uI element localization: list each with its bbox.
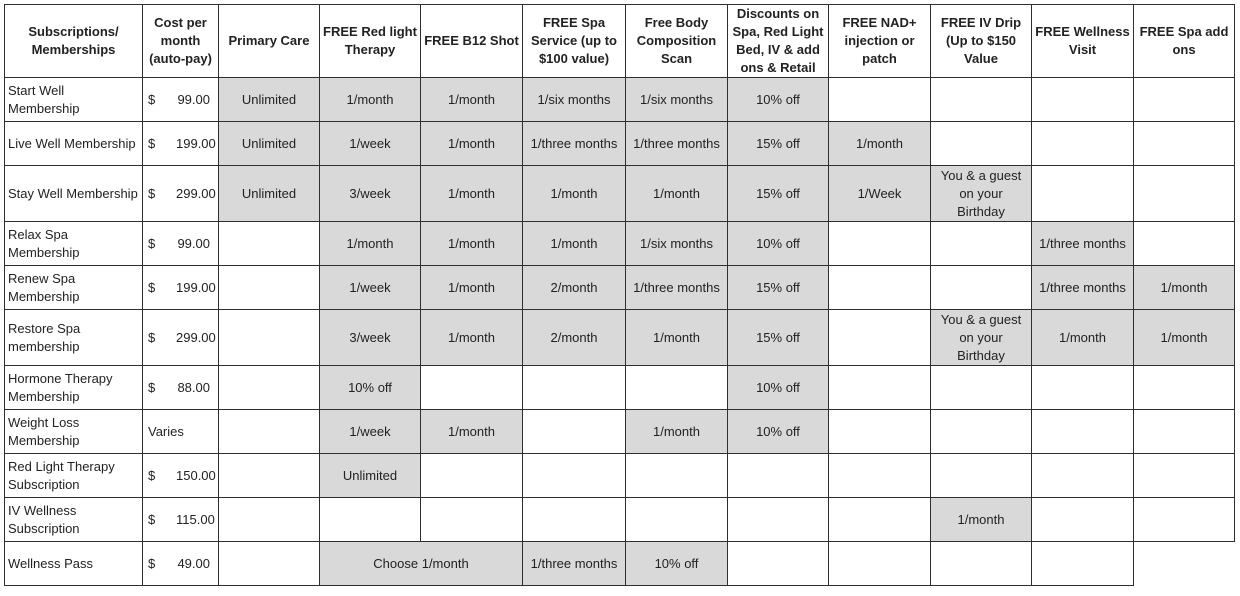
benefit-cell: 1/month	[320, 78, 421, 122]
table-body	[5, 78, 1235, 586]
benefit-cell: 1/month	[421, 166, 523, 222]
benefit-cell	[1134, 78, 1235, 122]
benefit-cell: 1/three months	[523, 122, 626, 166]
benefit-cell: 10% off	[728, 222, 829, 266]
benefit-cell	[829, 542, 931, 586]
header-cell: Primary Care	[219, 5, 320, 78]
cost-value: 49.00	[177, 555, 210, 571]
benefit-cell	[219, 222, 320, 266]
table-row	[5, 454, 1235, 498]
table-row	[5, 78, 1235, 122]
benefit-cell	[829, 222, 931, 266]
currency-symbol: $	[148, 379, 156, 395]
benefit-cell	[931, 266, 1032, 310]
benefit-cell	[931, 410, 1032, 454]
table-row	[5, 542, 1235, 586]
cost-value: 99.00	[177, 91, 210, 107]
benefit-cell: 10% off	[728, 410, 829, 454]
benefit-cell	[829, 410, 931, 454]
benefit-cell	[1134, 222, 1235, 266]
cost-value: Varies	[148, 423, 184, 439]
benefit-cell: 1/month	[320, 222, 421, 266]
benefit-cell: 1/month	[523, 222, 626, 266]
header-cell: FREE Red light Therapy	[320, 5, 421, 78]
membership-name-cell: Relax Spa Membership	[5, 222, 143, 266]
header-row	[5, 5, 1235, 78]
cost-cell	[143, 266, 219, 310]
membership-name-cell: Weight Loss Membership	[5, 410, 143, 454]
benefit-cell: 1/month	[421, 78, 523, 122]
benefit-cell: 1/month	[626, 310, 728, 366]
benefit-cell: 10% off	[728, 366, 829, 410]
benefit-cell	[219, 366, 320, 410]
benefit-cell	[728, 542, 829, 586]
membership-name-cell: Wellness Pass	[5, 542, 143, 586]
benefit-cell: 1/three months	[626, 266, 728, 310]
benefit-cell	[829, 310, 931, 366]
header-cell: FREE Wellness Visit	[1032, 5, 1134, 78]
benefit-cell: 1/month	[421, 222, 523, 266]
benefit-cell	[523, 366, 626, 410]
table-row	[5, 410, 1235, 454]
benefit-cell	[421, 454, 523, 498]
benefit-cell: 2/month	[523, 266, 626, 310]
benefit-cell	[219, 310, 320, 366]
benefit-cell	[421, 498, 523, 542]
header-cell: Free Body Composition Scan	[626, 5, 728, 78]
benefit-cell	[626, 498, 728, 542]
benefit-cell	[1134, 122, 1235, 166]
benefit-cell: 1/month	[421, 122, 523, 166]
benefit-cell: 1/month	[421, 310, 523, 366]
benefit-cell: 3/week	[320, 310, 421, 366]
membership-name-cell: Live Well Membership	[5, 122, 143, 166]
benefit-cell	[523, 454, 626, 498]
cost-cell	[143, 310, 219, 366]
benefit-cell: 2/month	[523, 310, 626, 366]
table-row	[5, 122, 1235, 166]
cost-cell	[143, 122, 219, 166]
benefit-cell: Unlimited	[219, 122, 320, 166]
cost-cell	[143, 166, 219, 222]
header-cell: Subscriptions/ Memberships	[5, 5, 143, 78]
benefit-cell	[728, 454, 829, 498]
benefit-cell	[728, 498, 829, 542]
benefit-cell	[931, 78, 1032, 122]
benefit-cell	[1032, 410, 1134, 454]
benefit-cell: 10% off	[728, 78, 829, 122]
header-cell: Discounts on Spa, Red Light Bed, IV & add ons & Retail	[728, 5, 829, 78]
currency-symbol: $	[148, 467, 156, 483]
header-cell: Cost per month (auto-pay)	[143, 5, 219, 78]
membership-name-cell: Renew Spa Membership	[5, 266, 143, 310]
table-row	[5, 310, 1235, 366]
benefit-cell: 10% off	[320, 366, 421, 410]
table-row	[5, 166, 1235, 222]
membership-name-cell: Restore Spa membership	[5, 310, 143, 366]
benefit-cell	[1032, 122, 1134, 166]
benefit-cell	[829, 366, 931, 410]
benefit-cell	[1134, 410, 1235, 454]
benefit-cell	[931, 222, 1032, 266]
benefit-cell	[1032, 454, 1134, 498]
currency-symbol: $	[148, 329, 156, 345]
benefit-cell: 1/Week	[829, 166, 931, 222]
benefit-cell	[219, 410, 320, 454]
currency-symbol: $	[148, 91, 156, 107]
benefit-cell: 15% off	[728, 122, 829, 166]
benefit-cell	[1134, 166, 1235, 222]
benefit-cell: 10% off	[626, 542, 728, 586]
benefit-cell: 1/three months	[1032, 222, 1134, 266]
benefit-cell	[523, 498, 626, 542]
benefit-cell	[1134, 498, 1235, 542]
benefit-cell	[320, 498, 421, 542]
benefit-cell: 1/month	[931, 498, 1032, 542]
benefit-cell: 1/three months	[626, 122, 728, 166]
header-cell: FREE Spa add ons	[1134, 5, 1235, 78]
benefit-cell: Choose 1/month	[320, 542, 523, 586]
membership-name-cell: Start Well Membership	[5, 78, 143, 122]
benefit-cell	[1032, 498, 1134, 542]
benefit-cell	[219, 498, 320, 542]
benefit-cell: 1/month	[1032, 310, 1134, 366]
cost-value: 88.00	[177, 379, 210, 395]
currency-symbol: $	[148, 279, 156, 295]
cost-cell	[143, 542, 219, 586]
benefit-cell	[1032, 366, 1134, 410]
benefit-cell	[931, 454, 1032, 498]
benefit-cell	[1032, 166, 1134, 222]
benefit-cell: 1/week	[320, 266, 421, 310]
benefit-cell	[829, 454, 931, 498]
header-cell: FREE B12 Shot	[421, 5, 523, 78]
benefit-cell: 1/month	[626, 166, 728, 222]
cost-cell	[143, 410, 219, 454]
table-row	[5, 498, 1235, 542]
benefit-cell: 1/three months	[1032, 266, 1134, 310]
benefit-cell: 1/month	[626, 410, 728, 454]
cost-value: 299.00	[176, 329, 216, 345]
cost-value: 150.00	[176, 467, 216, 483]
cost-cell	[143, 498, 219, 542]
benefit-cell: 1/six months	[523, 78, 626, 122]
benefit-cell	[1032, 78, 1134, 122]
header-cell: FREE Spa Service (up to $100 value)	[523, 5, 626, 78]
benefit-cell: You & a guest on your Birthday	[931, 310, 1032, 366]
benefit-cell: 1/month	[421, 410, 523, 454]
benefit-cell: Unlimited	[219, 78, 320, 122]
cost-cell	[143, 222, 219, 266]
benefit-cell	[829, 498, 931, 542]
benefit-cell	[829, 266, 931, 310]
header-cell: FREE NAD+ injection or patch	[829, 5, 931, 78]
currency-symbol: $	[148, 235, 156, 251]
membership-comparison-table	[4, 4, 1235, 586]
currency-symbol: $	[148, 511, 156, 527]
benefit-cell: 3/week	[320, 166, 421, 222]
cost-value: 115.00	[176, 511, 215, 527]
benefit-cell	[931, 122, 1032, 166]
benefit-cell	[626, 454, 728, 498]
benefit-cell: 1/month	[523, 166, 626, 222]
benefit-cell: 1/three months	[523, 542, 626, 586]
cost-value: 199.00	[176, 279, 216, 295]
benefit-cell	[421, 366, 523, 410]
benefit-cell: 1/six months	[626, 222, 728, 266]
cost-cell	[143, 78, 219, 122]
benefit-cell: 1/month	[1134, 310, 1235, 366]
membership-table-wrapper	[4, 4, 1235, 586]
table-row	[5, 266, 1235, 310]
currency-symbol: $	[148, 135, 156, 151]
table-row	[5, 366, 1235, 410]
benefit-cell	[523, 410, 626, 454]
cost-value: 199.00	[176, 135, 216, 151]
benefit-cell	[1032, 542, 1134, 586]
membership-name-cell: IV Wellness Subscription	[5, 498, 143, 542]
cost-value: 99.00	[177, 235, 210, 251]
benefit-cell	[219, 542, 320, 586]
benefit-cell: 1/month	[1134, 266, 1235, 310]
benefit-cell	[931, 366, 1032, 410]
currency-symbol: $	[148, 185, 156, 201]
benefit-cell	[1134, 454, 1235, 498]
benefit-cell: 15% off	[728, 266, 829, 310]
benefit-cell: 15% off	[728, 310, 829, 366]
benefit-cell	[1134, 366, 1235, 410]
header-cell: FREE IV Drip (Up to $150 Value	[931, 5, 1032, 78]
benefit-cell: 1/month	[421, 266, 523, 310]
benefit-cell: You & a guest on your Birthday	[931, 166, 1032, 222]
membership-name-cell: Hormone Therapy Membership	[5, 366, 143, 410]
benefit-cell	[626, 366, 728, 410]
membership-name-cell: Red Light Therapy Subscription	[5, 454, 143, 498]
cost-cell	[143, 454, 219, 498]
currency-symbol: $	[148, 555, 156, 571]
benefit-cell: 1/six months	[626, 78, 728, 122]
benefit-cell	[219, 266, 320, 310]
benefit-cell: 1/month	[829, 122, 931, 166]
benefit-cell	[829, 78, 931, 122]
benefit-cell	[219, 454, 320, 498]
benefit-cell: Unlimited	[219, 166, 320, 222]
benefit-cell: 1/week	[320, 122, 421, 166]
cost-cell	[143, 366, 219, 410]
benefit-cell: Unlimited	[320, 454, 421, 498]
table-row	[5, 222, 1235, 266]
cost-value: 299.00	[176, 185, 216, 201]
benefit-cell: 15% off	[728, 166, 829, 222]
benefit-cell	[931, 542, 1032, 586]
membership-name-cell: Stay Well Membership	[5, 166, 143, 222]
benefit-cell: 1/week	[320, 410, 421, 454]
